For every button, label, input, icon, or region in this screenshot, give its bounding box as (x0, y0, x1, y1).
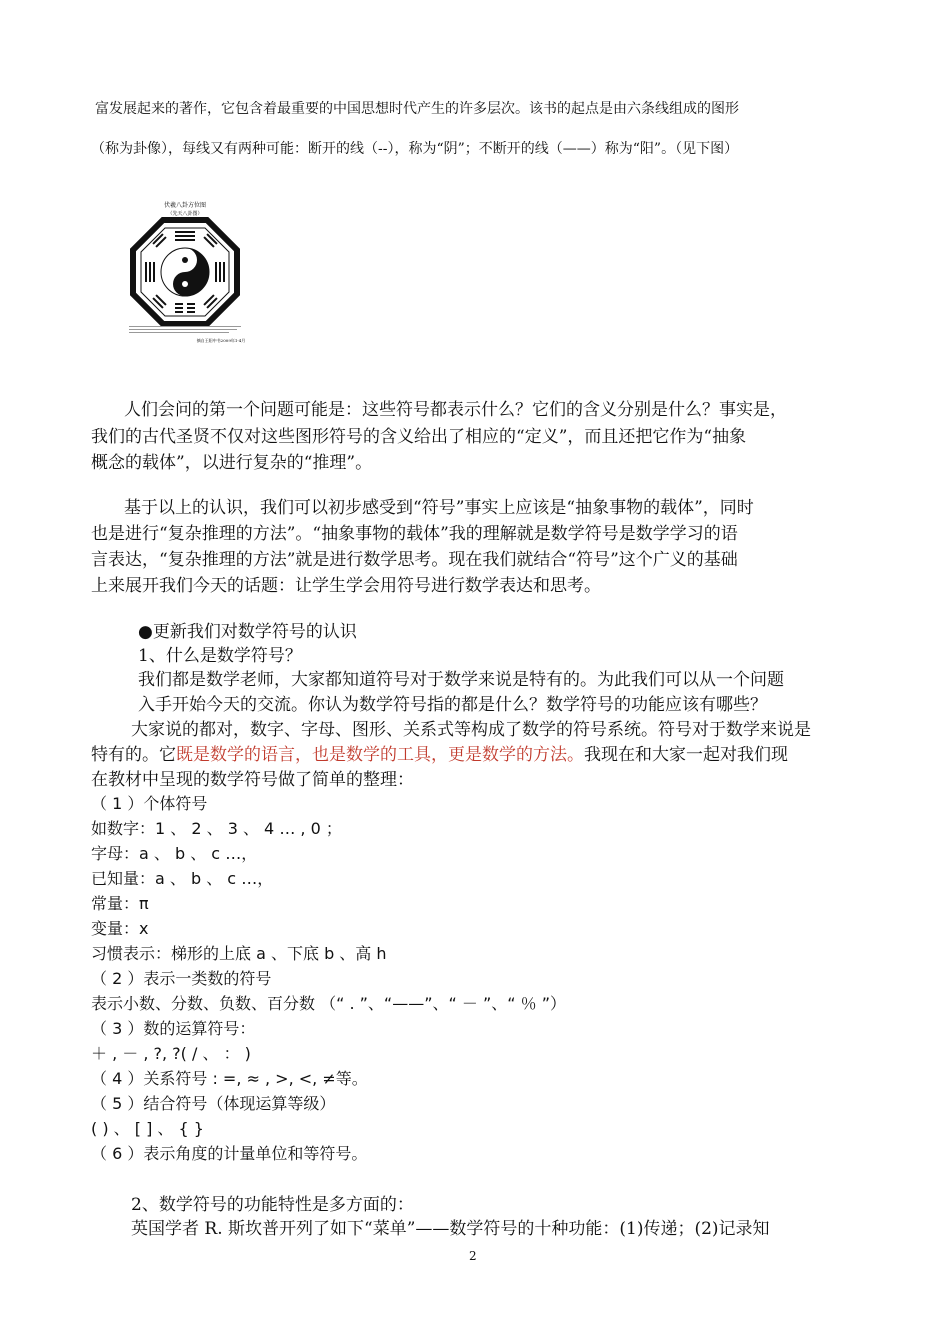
figure-caption: 摘自王阳中书2009年1-4月 (196, 338, 245, 343)
list-item: ＋ , － , ?, ?( / 、 ： ) (91, 1044, 251, 1063)
q1-text-line-2: 入手开始今天的交流。你认为数学符号指的都是什么？数学符号的功能应该有哪些？ (138, 695, 767, 715)
para1-line-1: 人们会问的第一个问题可能是：这些符号都表示什么？它们的含义分别是什么？事实是， (124, 400, 787, 420)
para3-highlight: 既是数学的语言，也是数学的工具，更是数学的方法。 (176, 745, 584, 765)
page-number: 2 (469, 1249, 477, 1263)
list-item: （ 6 ）表示角度的计量单位和等符号。 (91, 1144, 368, 1163)
para1-line-3: 概念的载体”，以进行复杂的“推理”。 (91, 453, 373, 473)
question-1: 1、什么是数学符号？ (138, 646, 302, 666)
para3-line-2-start: 特有的。它 (91, 745, 176, 765)
q2-text: 英国学者 R. 斯坎普开列了如下“菜单”——数学符号的十种功能：(1)传递；(2)记录知 (131, 1219, 770, 1239)
para3-line-3: 在教材中呈现的数学符号做了简单的整理： (91, 770, 414, 790)
para2-line-4: 上来展开我们今天的话题：让学生学会用符号进行数学表达和思考。 (91, 576, 601, 596)
list-item: （ 4 ）关系符号 : =, ≈ , >, <, ≠等。 (91, 1069, 368, 1088)
para2-line-3: 言表达，“复杂推理的方法”就是进行数学思考。现在我们就结合“符号”这个广义的基础 (91, 550, 738, 570)
list-item: 习惯表示：梯形的上底 a 、下底 b 、高 h (91, 944, 387, 963)
para3-line-2 (91, 740, 788, 765)
bagua-diagram-image (125, 198, 245, 346)
list-item: （ 1 ）个体符号 (91, 794, 208, 813)
list-item: 已知量：a 、 b 、 c …， (91, 869, 274, 888)
list-item: 表示小数、分数、负数、百分数 （“ . ”、“——”、“ － ”、“ ％ ”） (91, 994, 567, 1013)
list-item: （ 5 ）结合符号（体现运算等级） (91, 1094, 336, 1113)
list-item: 变量：x (91, 919, 149, 938)
figure-title: 伏羲八卦方位图 (163, 202, 207, 209)
para3-line-1: 大家说的都对，数字、字母、图形、关系式等构成了数学的符号系统。符号对于数学来说是 (131, 720, 811, 740)
list-item: 常量：π (91, 894, 149, 913)
list-item: ( ) 、 [ ] 、 { } (91, 1119, 204, 1138)
question-2: 2、数学符号的功能特性是多方面的： (131, 1195, 414, 1215)
list-item: （ 3 ）数的运算符号： (91, 1019, 256, 1038)
para2-line-1: 基于以上的认识，我们可以初步感受到“符号”事实上应该是“抽象事物的载体”，同时 (124, 498, 754, 518)
para2-line-2: 也是进行“复杂推理的方法”。“抽象事物的载体”我的理解就是数学符号是数学学习的语 (91, 524, 738, 544)
q1-text-line-1: 我们都是数学老师，大家都知道符号对于数学来说是特有的。为此我们可以从一个问题 (138, 670, 784, 690)
figure-subtitle: （先天八卦图） (167, 211, 203, 217)
section-heading: ●更新我们对数学符号的认识 (138, 622, 357, 642)
intro-line-2: （称为卦像），每线又有两种可能：断开的线（--），称为“阴”；不断开的线（——）称为“阳”。（见下图） (91, 141, 739, 157)
para3-line-2-end: 我现在和大家一起对我们现 (584, 745, 788, 765)
intro-line-1: 富发展起来的著作，它包含着最重要的中国思想时代产生的许多层次。该书的起点是由六条线组成的图形 (95, 101, 739, 117)
list-item: 字母：a 、 b 、 c …， (91, 844, 258, 863)
list-item: 如数字：1 、 2 、 3 、 4 … , 0 ； (91, 819, 342, 838)
para1-line-2: 我们的古代圣贤不仅对这些图形符号的含义给出了相应的“定义”，而且还把它作为“抽象 (91, 427, 747, 447)
bagua-figure (125, 198, 245, 346)
list-item: （ 2 ）表示一类数的符号 (91, 969, 272, 988)
